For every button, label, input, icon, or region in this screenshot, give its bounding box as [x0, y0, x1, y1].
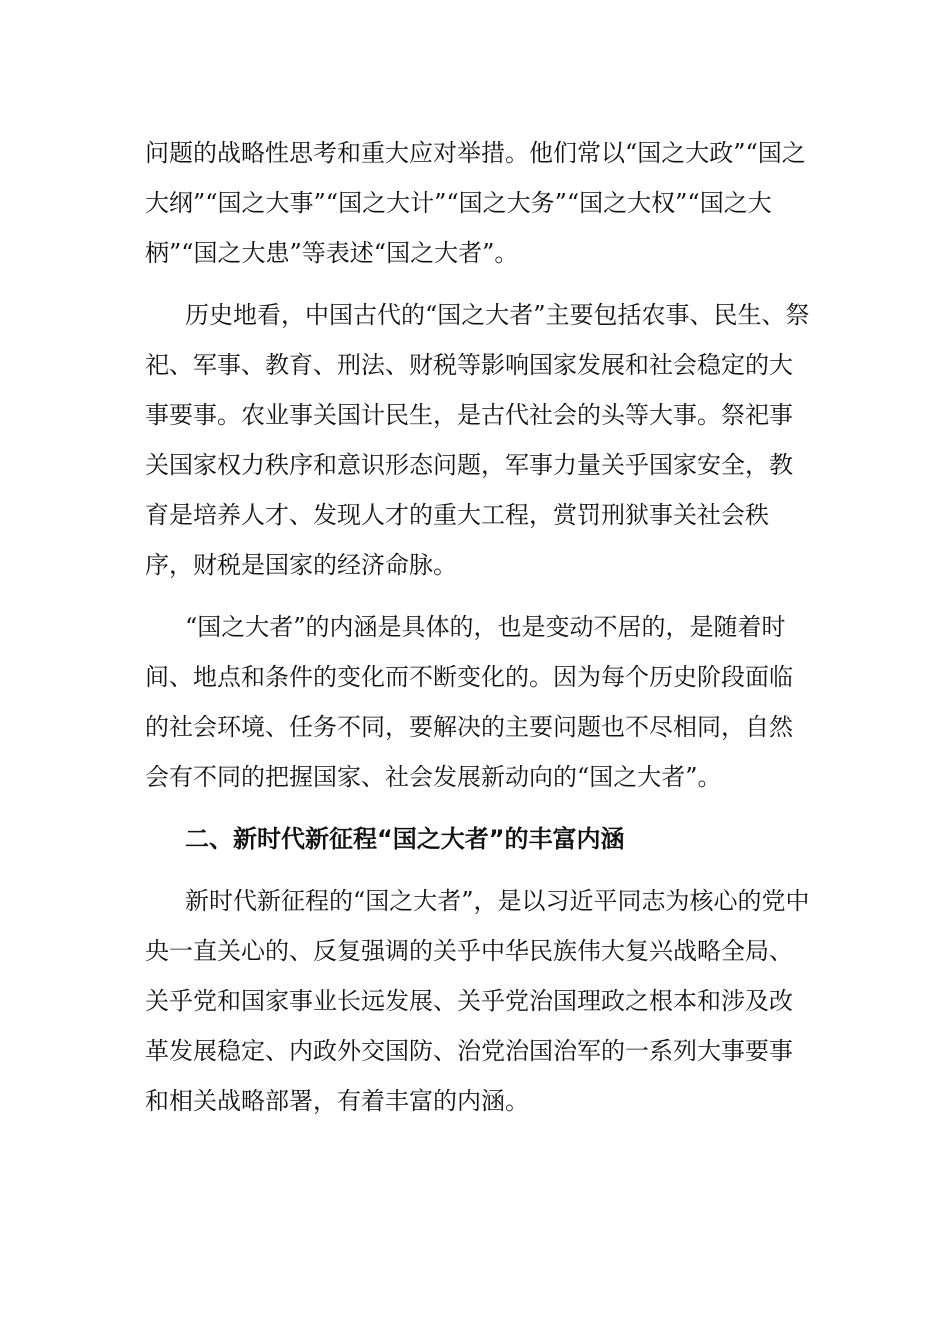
document-body [145, 128, 815, 1138]
paragraph-ancient-state-affairs: 历史地看，中国古代的“国之大者”主要包括农事、民生、祭祀、军事、教育、刑法、财税等影响国家发展和社会稳定的大事要事。农业事关国计民生，是古代社会的头等大事。祭祀事关国家权力秩序和意识形态问题，军事力量关乎国家安全，教育是培养人才、发现人才的重大工程，赏罚刑狱事关社会秩序，财税是国家的经济命脉。 [145, 301, 810, 579]
section-heading: 二、新时代新征程“国之大者”的丰富内涵 [185, 825, 625, 853]
paragraph-new-era: 新时代新征程的“国之大者”，是以习近平同志为核心的党中央一直关心的、反复强调的关乎中华民族伟大复兴战略全局、关乎党和国家事业长远发展、关乎党治国理政之根本和涉及改革发展稳定、内政外交国防、治党治国治军的一系列大事要事和相关战略部署，有着丰富的内涵。 [145, 887, 810, 1115]
paragraph-continuation: 问题的战略性思考和重大应对举措。他们常以“国之大政”“国之大纲”“国之大事”“国之大计”“国之大务”“国之大权”“国之大柄”“国之大患”等表述“国之大者”。 [145, 139, 806, 267]
paragraph-connotation-changes: “国之大者”的内涵是具体的，也是变动不居的，是随着时间、地点和条件的变化而不断变化的。因为每个历史阶段面临的社会环境、任务不同，要解决的主要问题也不尽相同，自然会有不同的把握国家、社会发展新动向的“国之大者”。 [145, 613, 793, 791]
